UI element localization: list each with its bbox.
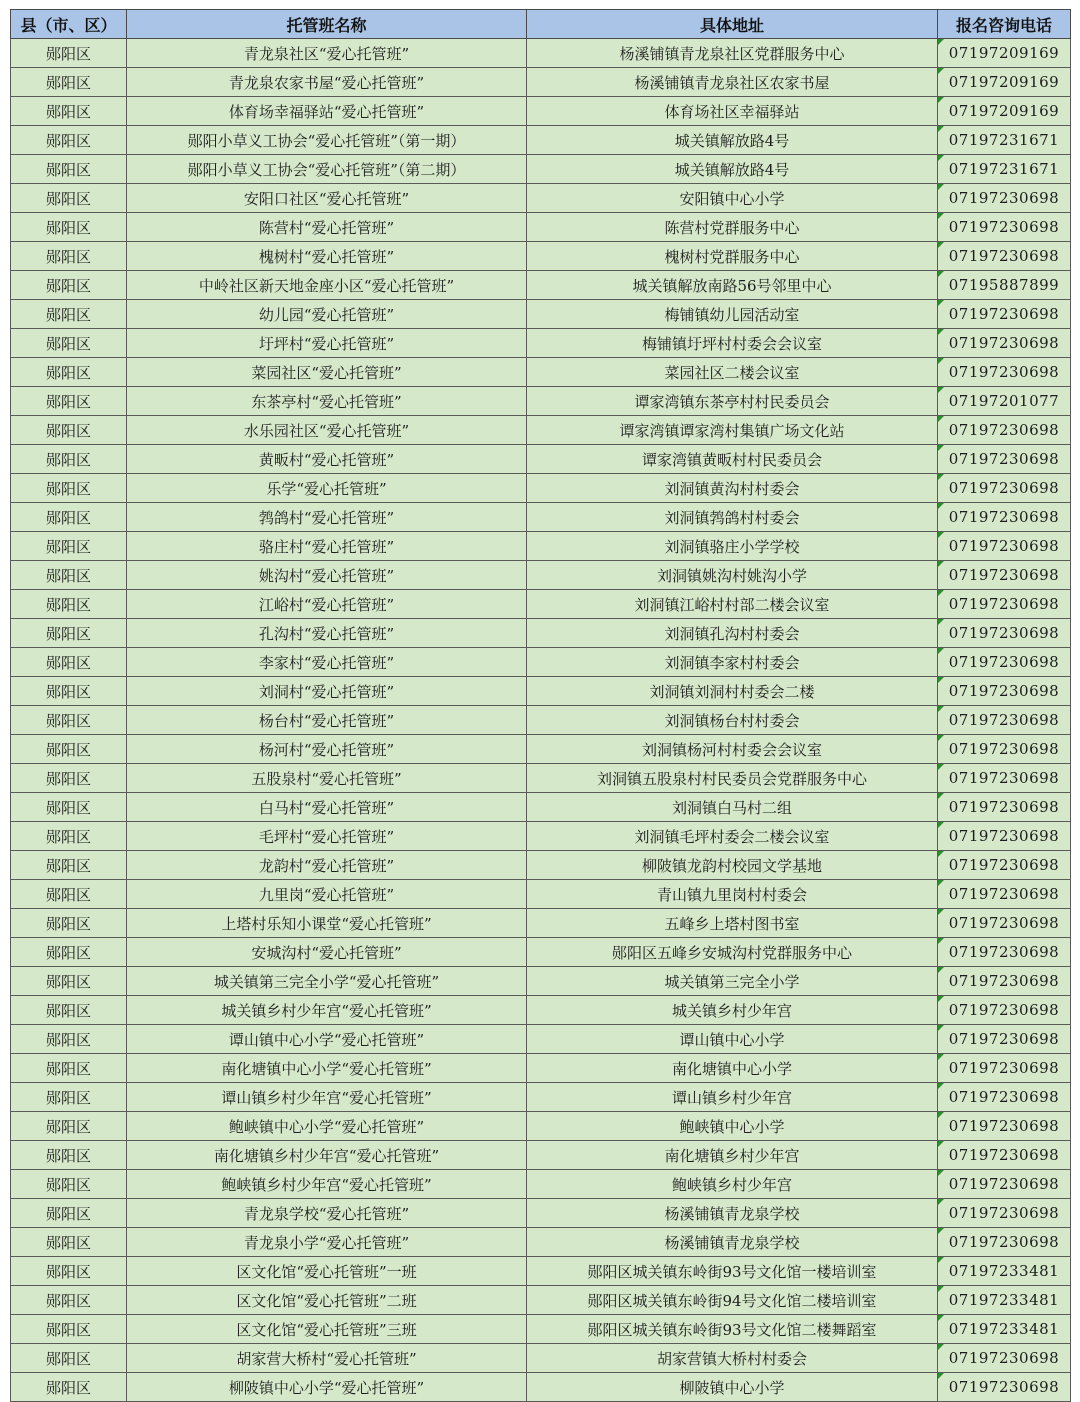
county-cell[interactable]: 郧阳区 — [11, 387, 127, 416]
class-name-cell[interactable]: 南化塘镇中心小学“爱心托管班” — [127, 1054, 527, 1083]
table-row — [11, 822, 1071, 851]
phone-cell[interactable]: 07197230698 — [938, 416, 1071, 445]
table-row — [11, 445, 1071, 474]
phone-cell[interactable]: 07197230698 — [938, 793, 1071, 822]
table-row — [11, 648, 1071, 677]
class-name-cell[interactable]: 青龙泉学校“爱心托管班” — [127, 1199, 527, 1228]
address-cell[interactable]: 谭家湾镇谭家湾村集镇广场文化站 — [527, 416, 938, 445]
class-name-cell[interactable]: 杨台村“爱心托管班” — [127, 706, 527, 735]
table-row — [11, 1141, 1071, 1170]
phone-cell[interactable]: 07197230698 — [938, 532, 1071, 561]
table-row — [11, 97, 1071, 126]
address-cell[interactable]: 杨溪铺镇青龙泉学校 — [527, 1199, 938, 1228]
phone-cell[interactable]: 07197230698 — [938, 503, 1071, 532]
address-cell[interactable]: 刘洞镇骆庄小学学校 — [527, 532, 938, 561]
county-cell[interactable]: 郧阳区 — [11, 735, 127, 764]
table-row — [11, 1025, 1071, 1054]
phone-cell[interactable]: 07197230698 — [938, 764, 1071, 793]
address-cell[interactable]: 槐树村党群服务中心 — [527, 242, 938, 271]
table-row — [11, 764, 1071, 793]
table-row — [11, 1257, 1071, 1286]
table-row — [11, 126, 1071, 155]
phone-cell[interactable]: 07197231671 — [938, 155, 1071, 184]
header-address[interactable]: 具体地址 — [527, 10, 938, 39]
phone-cell[interactable]: 07197230698 — [938, 851, 1071, 880]
phone-cell[interactable]: 07197230698 — [938, 938, 1071, 967]
class-name-cell[interactable]: 孔沟村“爱心托管班” — [127, 619, 527, 648]
table-row — [11, 271, 1071, 300]
class-name-cell[interactable]: 上塔村乐知小课堂“爱心托管班” — [127, 909, 527, 938]
phone-cell[interactable]: 07197230698 — [938, 1141, 1071, 1170]
phone-cell[interactable]: 07197230698 — [938, 996, 1071, 1025]
address-cell[interactable]: 柳陂镇龙韵村校园文学基地 — [527, 851, 938, 880]
county-cell[interactable]: 郧阳区 — [11, 619, 127, 648]
class-name-cell[interactable]: 胡家营大桥村“爱心托管班” — [127, 1344, 527, 1373]
class-name-cell[interactable]: 杨河村“爱心托管班” — [127, 735, 527, 764]
class-name-cell[interactable]: 菜园社区“爱心托管班” — [127, 358, 527, 387]
county-cell[interactable]: 郧阳区 — [11, 271, 127, 300]
address-cell[interactable]: 青山镇九里岗村村委会 — [527, 880, 938, 909]
phone-cell[interactable]: 07197230698 — [938, 677, 1071, 706]
table-row — [11, 329, 1071, 358]
phone-cell[interactable]: 07197230698 — [938, 909, 1071, 938]
county-cell[interactable]: 郧阳区 — [11, 474, 127, 503]
phone-cell[interactable]: 07197230698 — [938, 1054, 1071, 1083]
county-cell[interactable]: 郧阳区 — [11, 445, 127, 474]
class-name-cell[interactable]: 幼儿园“爱心托管班” — [127, 300, 527, 329]
county-cell[interactable]: 郧阳区 — [11, 1083, 127, 1112]
phone-cell[interactable]: 07195887899 — [938, 271, 1071, 300]
table-body — [11, 39, 1071, 1402]
phone-cell[interactable]: 07197233481 — [938, 1315, 1071, 1344]
class-name-cell[interactable]: 五股泉村“爱心托管班” — [127, 764, 527, 793]
table-row — [11, 39, 1071, 68]
spreadsheet — [10, 9, 1071, 1402]
phone-cell[interactable]: 07197230698 — [938, 300, 1071, 329]
table-row — [11, 967, 1071, 996]
phone-cell[interactable]: 07197230698 — [938, 358, 1071, 387]
phone-cell[interactable]: 07197230698 — [938, 445, 1071, 474]
address-cell[interactable]: 谭家湾镇东茶亭村村民委员会 — [527, 387, 938, 416]
county-cell[interactable]: 郧阳区 — [11, 764, 127, 793]
phone-cell[interactable]: 07197230698 — [938, 1373, 1071, 1402]
address-cell[interactable]: 菜园社区二楼会议室 — [527, 358, 938, 387]
address-cell[interactable]: 安阳镇中心小学 — [527, 184, 938, 213]
table-row — [11, 590, 1071, 619]
phone-cell[interactable]: 07197230698 — [938, 590, 1071, 619]
class-name-cell[interactable]: 黄畈村“爱心托管班” — [127, 445, 527, 474]
address-cell[interactable]: 城关镇解放南路56号邻里中心 — [527, 271, 938, 300]
table-row — [11, 1054, 1071, 1083]
class-name-cell[interactable]: 青龙泉小学“爱心托管班” — [127, 1228, 527, 1257]
address-cell[interactable]: 刘洞镇毛坪村委会二楼会议室 — [527, 822, 938, 851]
table-row — [11, 1199, 1071, 1228]
phone-cell[interactable]: 07197230698 — [938, 735, 1071, 764]
county-cell[interactable]: 郧阳区 — [11, 1344, 127, 1373]
address-cell[interactable]: 刘洞镇孔沟村村委会 — [527, 619, 938, 648]
address-cell[interactable]: 刘洞镇李家村村委会 — [527, 648, 938, 677]
address-cell[interactable]: 城关镇乡村少年宫 — [527, 996, 938, 1025]
phone-cell[interactable]: 07197233481 — [938, 1286, 1071, 1315]
county-cell[interactable]: 郧阳区 — [11, 909, 127, 938]
table-row — [11, 677, 1071, 706]
phone-cell[interactable]: 07197230698 — [938, 184, 1071, 213]
class-name-cell[interactable]: 东茶亭村“爱心托管班” — [127, 387, 527, 416]
county-cell[interactable]: 郧阳区 — [11, 416, 127, 445]
county-cell[interactable]: 郧阳区 — [11, 329, 127, 358]
county-cell[interactable]: 郧阳区 — [11, 648, 127, 677]
class-name-cell[interactable]: 姚沟村“爱心托管班” — [127, 561, 527, 590]
class-name-cell[interactable]: 陈营村“爱心托管班” — [127, 213, 527, 242]
county-cell[interactable]: 郧阳区 — [11, 677, 127, 706]
table-row — [11, 68, 1071, 97]
class-name-cell[interactable]: 区文化馆“爱心托管班”二班 — [127, 1286, 527, 1315]
address-cell[interactable]: 杨溪铺镇青龙泉社区农家书屋 — [527, 68, 938, 97]
county-cell[interactable]: 郧阳区 — [11, 1199, 127, 1228]
class-name-cell[interactable]: 水乐园社区“爱心托管班” — [127, 416, 527, 445]
header-row — [11, 10, 1071, 39]
class-name-cell[interactable]: 九里岗“爱心托管班” — [127, 880, 527, 909]
address-cell[interactable]: 郧阳区城关镇东岭街93号文化馆一楼培训室 — [527, 1257, 938, 1286]
county-cell[interactable]: 郧阳区 — [11, 822, 127, 851]
table-row — [11, 996, 1071, 1025]
phone-cell[interactable]: 07197209169 — [938, 39, 1071, 68]
table-row — [11, 851, 1071, 880]
county-cell[interactable]: 郧阳区 — [11, 793, 127, 822]
phone-cell[interactable]: 07197230698 — [938, 1112, 1071, 1141]
phone-cell[interactable]: 07197230698 — [938, 242, 1071, 271]
county-cell[interactable]: 郧阳区 — [11, 300, 127, 329]
county-cell[interactable]: 郧阳区 — [11, 967, 127, 996]
address-cell[interactable]: 南化塘镇中心小学 — [527, 1054, 938, 1083]
phone-cell[interactable]: 07197230698 — [938, 1083, 1071, 1112]
class-name-cell[interactable]: 李家村“爱心托管班” — [127, 648, 527, 677]
class-name-cell[interactable]: 南化塘镇乡村少年宫“爱心托管班” — [127, 1141, 527, 1170]
phone-cell[interactable]: 07197230698 — [938, 648, 1071, 677]
county-cell[interactable]: 郧阳区 — [11, 1228, 127, 1257]
county-cell[interactable]: 郧阳区 — [11, 97, 127, 126]
phone-cell[interactable]: 07197201077 — [938, 387, 1071, 416]
phone-cell[interactable]: 07197230698 — [938, 1228, 1071, 1257]
address-cell[interactable]: 刘洞镇白马村二组 — [527, 793, 938, 822]
table-row — [11, 793, 1071, 822]
county-cell[interactable]: 郧阳区 — [11, 503, 127, 532]
phone-cell[interactable]: 07197230698 — [938, 1170, 1071, 1199]
header-class-name[interactable]: 托管班名称 — [127, 10, 527, 39]
address-cell[interactable]: 城关镇解放路4号 — [527, 155, 938, 184]
address-cell[interactable]: 郧阳区五峰乡安城沟村党群服务中心 — [527, 938, 938, 967]
class-name-cell[interactable]: 青龙泉农家书屋“爱心托管班” — [127, 68, 527, 97]
address-cell[interactable]: 谭家湾镇黄畈村村民委员会 — [527, 445, 938, 474]
table-row — [11, 532, 1071, 561]
address-cell[interactable]: 刘洞镇杨台村村委会 — [527, 706, 938, 735]
table-row — [11, 1228, 1071, 1257]
table-row — [11, 242, 1071, 271]
address-cell[interactable]: 柳陂镇中心小学 — [527, 1373, 938, 1402]
table-row — [11, 1373, 1071, 1402]
county-cell[interactable]: 郧阳区 — [11, 561, 127, 590]
table-row — [11, 1344, 1071, 1373]
county-cell[interactable]: 郧阳区 — [11, 590, 127, 619]
table-row — [11, 1315, 1071, 1344]
address-cell[interactable]: 梅铺镇圩坪村村委会会议室 — [527, 329, 938, 358]
address-cell[interactable]: 陈营村党群服务中心 — [527, 213, 938, 242]
phone-cell[interactable]: 07197233481 — [938, 1257, 1071, 1286]
phone-cell[interactable]: 07197230698 — [938, 967, 1071, 996]
table-row — [11, 706, 1071, 735]
class-name-cell[interactable]: 谭山镇乡村少年宫“爱心托管班” — [127, 1083, 527, 1112]
county-cell[interactable]: 郧阳区 — [11, 358, 127, 387]
class-name-cell[interactable]: 安阳口社区“爱心托管班” — [127, 184, 527, 213]
phone-cell[interactable]: 07197230698 — [938, 1199, 1071, 1228]
phone-cell[interactable]: 07197230698 — [938, 880, 1071, 909]
address-cell[interactable]: 刘洞镇五股泉村村民委员会党群服务中心 — [527, 764, 938, 793]
table-row — [11, 387, 1071, 416]
class-name-cell[interactable]: 乐学“爱心托管班” — [127, 474, 527, 503]
phone-cell[interactable]: 07197230698 — [938, 213, 1071, 242]
table-row — [11, 880, 1071, 909]
phone-cell[interactable]: 07197230698 — [938, 822, 1071, 851]
county-cell[interactable]: 郧阳区 — [11, 996, 127, 1025]
county-cell[interactable]: 郧阳区 — [11, 1141, 127, 1170]
county-cell[interactable]: 郧阳区 — [11, 1286, 127, 1315]
address-cell[interactable]: 刘洞镇江峪村村部二楼会议室 — [527, 590, 938, 619]
county-cell[interactable]: 郧阳区 — [11, 126, 127, 155]
class-name-cell[interactable]: 中岭社区新天地金座小区“爱心托管班” — [127, 271, 527, 300]
table-row — [11, 1083, 1071, 1112]
address-cell[interactable]: 五峰乡上塔村图书室 — [527, 909, 938, 938]
address-cell[interactable]: 郧阳区城关镇东岭街94号文化馆二楼培训室 — [527, 1286, 938, 1315]
county-cell[interactable]: 郧阳区 — [11, 1112, 127, 1141]
table-row — [11, 1112, 1071, 1141]
table-row — [11, 938, 1071, 967]
phone-cell[interactable]: 07197230698 — [938, 619, 1071, 648]
address-cell[interactable]: 鲍峡镇中心小学 — [527, 1112, 938, 1141]
county-cell[interactable]: 郧阳区 — [11, 851, 127, 880]
county-cell[interactable]: 郧阳区 — [11, 1373, 127, 1402]
class-name-cell[interactable]: 鹁鸽村“爱心托管班” — [127, 503, 527, 532]
county-cell[interactable]: 郧阳区 — [11, 184, 127, 213]
county-cell[interactable]: 郧阳区 — [11, 938, 127, 967]
table-row — [11, 735, 1071, 764]
table-row — [11, 1286, 1071, 1315]
county-cell[interactable]: 郧阳区 — [11, 1257, 127, 1286]
address-cell[interactable]: 刘洞镇杨河村村委会会议室 — [527, 735, 938, 764]
county-cell[interactable]: 郧阳区 — [11, 1054, 127, 1083]
class-name-cell[interactable]: 白马村“爱心托管班” — [127, 793, 527, 822]
table-row — [11, 474, 1071, 503]
county-cell[interactable]: 郧阳区 — [11, 68, 127, 97]
address-cell[interactable]: 刘洞镇黄沟村村委会 — [527, 474, 938, 503]
phone-cell[interactable]: 07197230698 — [938, 561, 1071, 590]
header-phone[interactable]: 报名咨询电话 — [938, 10, 1071, 39]
address-cell[interactable]: 胡家营镇大桥村村委会 — [527, 1344, 938, 1373]
phone-cell[interactable]: 07197230698 — [938, 706, 1071, 735]
phone-cell[interactable]: 07197230698 — [938, 1025, 1071, 1054]
class-name-cell[interactable]: 郧阳小草义工协会“爱心托管班”（第一期） — [127, 126, 527, 155]
address-cell[interactable]: 杨溪铺镇青龙泉社区党群服务中心 — [527, 39, 938, 68]
class-name-cell[interactable]: 郧阳小草义工协会“爱心托管班”（第二期） — [127, 155, 527, 184]
county-cell[interactable]: 郧阳区 — [11, 532, 127, 561]
table-row — [11, 503, 1071, 532]
class-name-cell[interactable]: 安城沟村“爱心托管班” — [127, 938, 527, 967]
address-cell[interactable]: 郧阳区城关镇东岭街93号文化馆二楼舞蹈室 — [527, 1315, 938, 1344]
phone-cell[interactable]: 07197230698 — [938, 474, 1071, 503]
county-cell[interactable]: 郧阳区 — [11, 242, 127, 271]
address-cell[interactable]: 刘洞镇鹁鸽村村委会 — [527, 503, 938, 532]
class-name-cell[interactable]: 青龙泉社区“爱心托管班” — [127, 39, 527, 68]
class-name-cell[interactable]: 槐树村“爱心托管班” — [127, 242, 527, 271]
table-row — [11, 300, 1071, 329]
address-cell[interactable]: 刘洞镇姚沟村姚沟小学 — [527, 561, 938, 590]
class-name-cell[interactable]: 体育场幸福驿站“爱心托管班” — [127, 97, 527, 126]
phone-cell[interactable]: 07197231671 — [938, 126, 1071, 155]
phone-cell[interactable]: 07197230698 — [938, 329, 1071, 358]
table-row — [11, 155, 1071, 184]
county-cell[interactable]: 郧阳区 — [11, 1025, 127, 1054]
table-row — [11, 561, 1071, 590]
address-cell[interactable]: 体育场社区幸福驿站 — [527, 97, 938, 126]
table-row — [11, 213, 1071, 242]
class-name-cell[interactable]: 骆庄村“爱心托管班” — [127, 532, 527, 561]
class-name-cell[interactable]: 鲍峡镇中心小学“爱心托管班” — [127, 1112, 527, 1141]
phone-cell[interactable]: 07197209169 — [938, 97, 1071, 126]
phone-cell[interactable]: 07197230698 — [938, 1344, 1071, 1373]
county-cell[interactable]: 郧阳区 — [11, 1170, 127, 1199]
table-row — [11, 1170, 1071, 1199]
table-row — [11, 184, 1071, 213]
address-cell[interactable]: 鲍峡镇乡村少年宫 — [527, 1170, 938, 1199]
class-name-cell[interactable]: 柳陂镇中心小学“爱心托管班” — [127, 1373, 527, 1402]
class-name-cell[interactable]: 区文化馆“爱心托管班”三班 — [127, 1315, 527, 1344]
table-row — [11, 416, 1071, 445]
county-cell[interactable]: 郧阳区 — [11, 706, 127, 735]
table-row — [11, 619, 1071, 648]
header-county[interactable]: 县（市、区） — [11, 10, 127, 39]
class-name-cell[interactable]: 圩坪村“爱心托管班” — [127, 329, 527, 358]
class-name-cell[interactable]: 龙韵村“爱心托管班” — [127, 851, 527, 880]
address-cell[interactable]: 刘洞镇刘洞村村委会二楼 — [527, 677, 938, 706]
table-row — [11, 909, 1071, 938]
county-cell[interactable]: 郧阳区 — [11, 39, 127, 68]
class-name-cell[interactable]: 城关镇乡村少年宫“爱心托管班” — [127, 996, 527, 1025]
address-cell[interactable]: 谭山镇乡村少年宫 — [527, 1083, 938, 1112]
class-name-cell[interactable]: 刘洞村“爱心托管班” — [127, 677, 527, 706]
county-cell[interactable]: 郧阳区 — [11, 880, 127, 909]
address-cell[interactable]: 南化塘镇乡村少年宫 — [527, 1141, 938, 1170]
class-name-cell[interactable]: 鲍峡镇乡村少年宫“爱心托管班” — [127, 1170, 527, 1199]
class-name-cell[interactable]: 城关镇第三完全小学“爱心托管班” — [127, 967, 527, 996]
address-cell[interactable]: 梅铺镇幼儿园活动室 — [527, 300, 938, 329]
class-name-cell[interactable]: 江峪村“爱心托管班” — [127, 590, 527, 619]
county-cell[interactable]: 郧阳区 — [11, 213, 127, 242]
childcare-class-table — [10, 9, 1071, 1402]
class-name-cell[interactable]: 谭山镇中心小学“爱心托管班” — [127, 1025, 527, 1054]
address-cell[interactable]: 谭山镇中心小学 — [527, 1025, 938, 1054]
class-name-cell[interactable]: 毛坪村“爱心托管班” — [127, 822, 527, 851]
address-cell[interactable]: 杨溪铺镇青龙泉学校 — [527, 1228, 938, 1257]
address-cell[interactable]: 城关镇解放路4号 — [527, 126, 938, 155]
class-name-cell[interactable]: 区文化馆“爱心托管班”一班 — [127, 1257, 527, 1286]
table-row — [11, 358, 1071, 387]
county-cell[interactable]: 郧阳区 — [11, 1315, 127, 1344]
phone-cell[interactable]: 07197209169 — [938, 68, 1071, 97]
address-cell[interactable]: 城关镇第三完全小学 — [527, 967, 938, 996]
county-cell[interactable]: 郧阳区 — [11, 155, 127, 184]
